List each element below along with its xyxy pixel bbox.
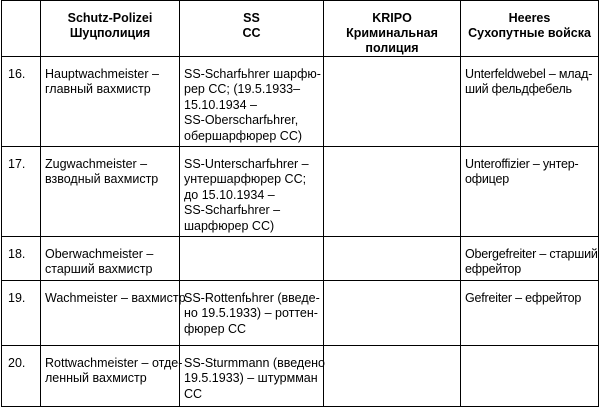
header-line: Heeres (508, 11, 551, 25)
ss-cell (180, 237, 324, 281)
schutz-polizei-cell: Rottwachmeister – отде- ленный вахмистр (41, 345, 180, 406)
header-row (2, 1, 599, 57)
schutz-polizei-cell: Oberwachmeister – старший вахмистр (41, 237, 180, 281)
header-line: СС (242, 26, 261, 40)
heeres-cell: Unterfeldwebel – млад- ший фельдфебель (461, 57, 599, 147)
header-line: Шуцполиция (69, 26, 151, 40)
schutz-polizei-cell: Hauptwachmeister – главный вахмистр (41, 57, 180, 147)
kripo-cell (324, 280, 461, 345)
rank-number-cell: 19. (2, 280, 41, 345)
header-line: Криминальная (346, 26, 438, 40)
ss-cell: SS-Scharfьhrer шарфю- рер СС; (19.5.1933– 15.10.1934 – SS-Oberscharfьhrer, обершарфюрер СС) (180, 57, 324, 147)
heeres-cell (461, 345, 599, 406)
kripo-cell (324, 147, 461, 237)
schutz-polizei-cell: Zugwachmeister – взводный вахмистр (41, 147, 180, 237)
ss-cell: SS-Sturmmann (введено 19.5.1933) – штурмман СС (180, 345, 324, 406)
heeres-cell: Unteroffizier – унтер- офицер (461, 147, 599, 237)
header-kripo (324, 1, 461, 57)
kripo-cell (324, 345, 461, 406)
rank-number-cell: 17. (2, 147, 41, 237)
rank-number-cell: 20. (2, 345, 41, 406)
table-row (2, 345, 599, 406)
table-row (2, 280, 599, 345)
table-row (2, 57, 599, 147)
table-row (2, 147, 599, 237)
header-line: полиция (365, 41, 419, 55)
ranks-table (1, 0, 599, 407)
kripo-cell (324, 57, 461, 147)
header-line: Сухопутные войска (468, 26, 591, 40)
header-ss (180, 1, 324, 57)
table-row (2, 237, 599, 281)
heeres-cell: Gefreiter – ефрейтор (461, 280, 599, 345)
header-line: KRIPO (372, 11, 412, 25)
header-line: SS (243, 11, 260, 25)
schutz-polizei-cell: Wachmeister – вахмистр (41, 280, 180, 345)
ss-cell: SS-Unterscharfьhrer – унтершарфюрер СС; до 15.10.1934 – SS-Scharfьhrer – шарфюрер СС) (180, 147, 324, 237)
rank-number-cell: 16. (2, 57, 41, 147)
ss-cell: SS-Rottenfьhrer (введе- но 19.5.1933) – роттен- фюрер СС (180, 280, 324, 345)
header-line: Schutz-Polizei (67, 11, 153, 25)
header-num (2, 1, 41, 57)
kripo-cell (324, 237, 461, 281)
header-heeres (461, 1, 599, 57)
rank-number-cell: 18. (2, 237, 41, 281)
heeres-cell: Obergefreiter – старший ефрейтор (461, 237, 599, 281)
header-schutz-polizei (41, 1, 180, 57)
